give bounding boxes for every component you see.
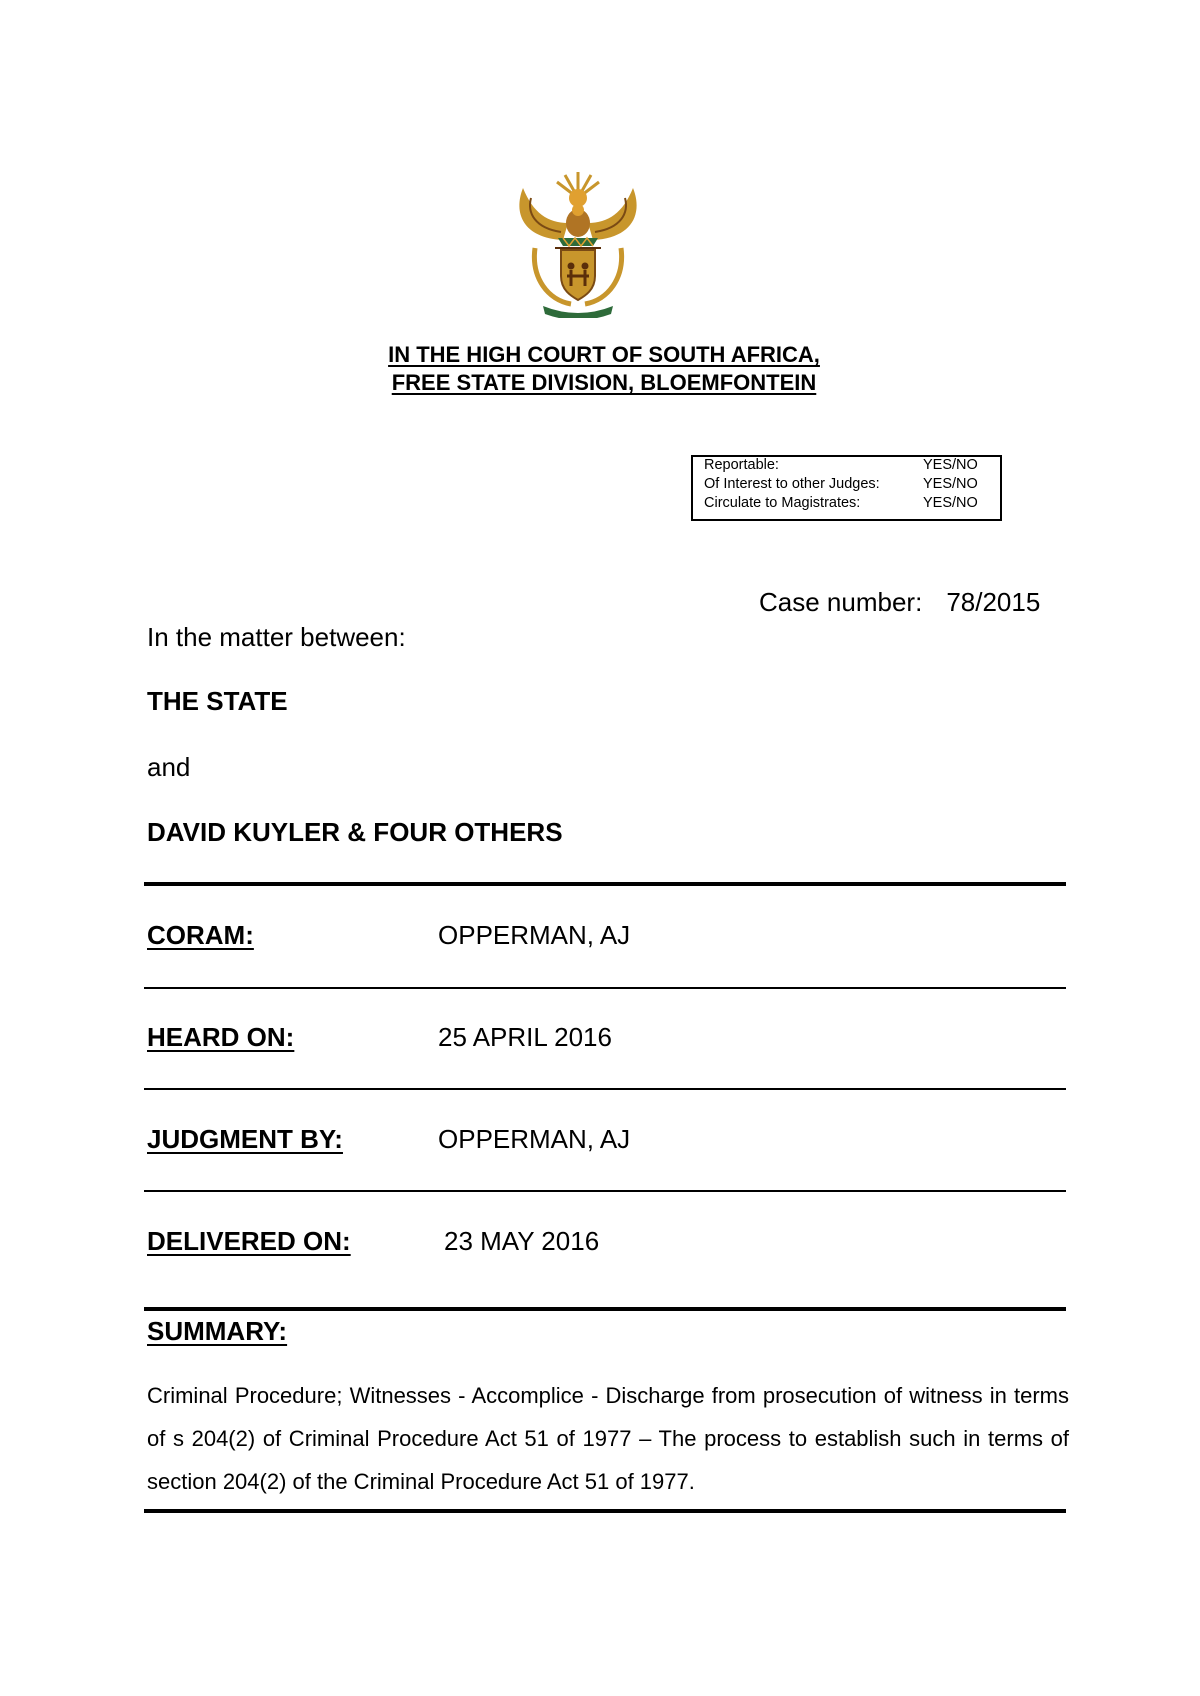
divider <box>144 1088 1066 1090</box>
reportable-label: Reportable: <box>704 457 779 473</box>
delivered-on-label: DELIVERED ON: <box>147 1226 351 1256</box>
case-number-value: 78/2015 <box>946 587 1041 617</box>
divider <box>144 1190 1066 1192</box>
coat-of-arms-logo <box>513 168 643 318</box>
defendant-name: DAVID KUYLER & FOUR OTHERS <box>147 817 563 847</box>
and-text: and <box>147 752 191 782</box>
heard-on-value: 25 APRIL 2016 <box>438 1022 612 1052</box>
court-name-line2: FREE STATE DIVISION, BLOEMFONTEIN <box>391 370 817 395</box>
summary-text: Criminal Procedure; Witnesses - Accomplice - Discharge from prosecution of witness in terms of s 204(2) of Criminal Procedure Act 51 of 1977 – The process to establish such in terms of section 204(2) of the Criminal Procedure Act 51 of 1977. <box>147 1383 1069 1494</box>
coram-value: OPPERMAN, AJ <box>438 920 631 950</box>
case-number <box>759 587 1040 618</box>
divider-summary <box>144 1307 1066 1311</box>
summary-label: SUMMARY: <box>147 1316 288 1346</box>
judgment-by-label: JUDGMENT BY: <box>147 1124 343 1154</box>
circulate-magistrates-label: Circulate to Magistrates: <box>704 495 861 511</box>
case-number-label: Case number: <box>759 587 923 617</box>
delivered-on-value: 23 MAY 2016 <box>444 1226 600 1256</box>
divider-top <box>144 882 1066 886</box>
reportable-value: YES/NO <box>923 457 978 473</box>
interest-judges-label: Of Interest to other Judges: <box>704 476 880 492</box>
heard-on-label: HEARD ON: <box>147 1022 295 1052</box>
plaintiff-name: THE STATE <box>147 686 288 716</box>
judgment-by-value: OPPERMAN, AJ <box>438 1124 631 1154</box>
matter-intro: In the matter between: <box>147 622 406 652</box>
coram-label: CORAM: <box>147 920 254 950</box>
interest-judges-value: YES/NO <box>923 476 978 492</box>
court-name-line1: IN THE HIGH COURT OF SOUTH AFRICA, <box>388 342 820 367</box>
circulate-magistrates-value: YES/NO <box>923 495 978 511</box>
divider <box>144 987 1066 989</box>
reportable-row <box>704 457 989 476</box>
interest-judges-row <box>704 476 989 495</box>
divider-bottom <box>144 1509 1066 1513</box>
reportable-box <box>691 455 1002 521</box>
circulate-magistrates-row <box>704 495 989 514</box>
